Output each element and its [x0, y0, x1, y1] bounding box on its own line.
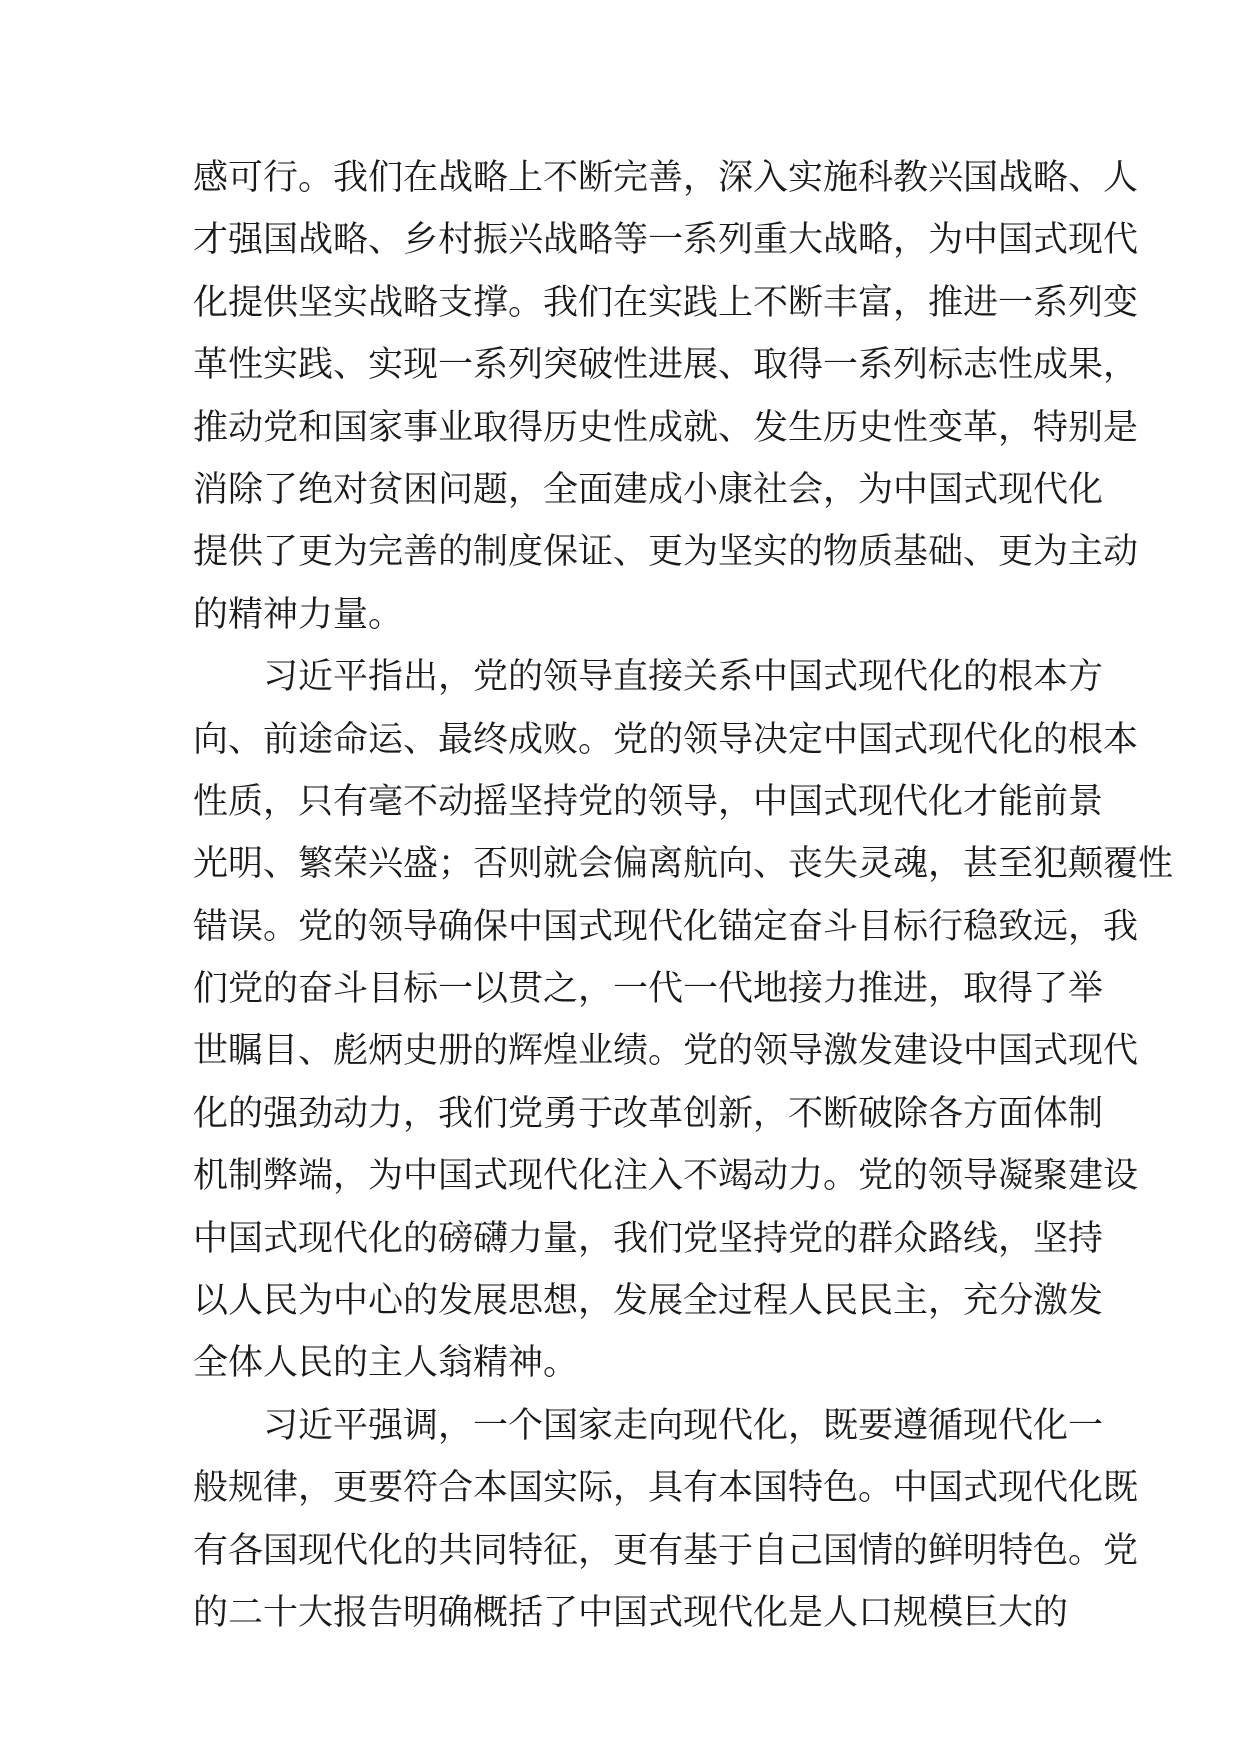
text-line: 感可行。我们在战略上不断完善，深入实施科教兴国战略、人 — [193, 158, 1139, 198]
text-line: 中国式现代化的磅礴力量，我们党坚持党的群众路线，坚持 — [193, 1218, 1104, 1259]
text-line: 革性实践、实现一系列突破性进展、取得一系列标志性成果， — [193, 345, 1139, 386]
paragraph-3 — [193, 1395, 1139, 1645]
text-line: 全体人民的主人翁精神。 — [193, 1343, 579, 1384]
paragraph-1 — [193, 147, 1139, 646]
text-line: 的精神力量。 — [193, 594, 404, 635]
text-line: 光明、繁荣兴盛；否则就会偏离航向、丧失灵魂，甚至犯颠覆性 — [193, 844, 1174, 885]
document-body — [193, 147, 1174, 1644]
text-line: 推动党和国家事业取得历史性成就、发生历史性变革，特别是 — [193, 407, 1139, 448]
text-line: 性质，只有毫不动摇坚持党的领导，中国式现代化才能前景 — [193, 781, 1104, 822]
text-line: 错误。党的领导确保中国式现代化锚定奋斗目标行稳致远，我 — [193, 906, 1139, 947]
text-line: 以人民为中心的发展思想，发展全过程人民民主，充分激发 — [193, 1281, 1104, 1322]
text-line: 习近平强调，一个国家走向现代化，既要遵循现代化一 — [263, 1405, 1104, 1446]
text-line: 有各国现代化的共同特征，更有基于自己国情的鲜明特色。党 — [193, 1530, 1139, 1571]
text-line: 的二十大报告明确概括了中国式现代化是人口规模巨大的 — [193, 1592, 1069, 1633]
text-line: 习近平指出，党的领导直接关系中国式现代化的根本方 — [263, 657, 1104, 698]
text-line: 向、前途命运、最终成败。党的领导决定中国式现代化的根本 — [193, 719, 1139, 760]
text-line: 提供了更为完善的制度保证、更为坚实的物质基础、更为主动 — [193, 532, 1139, 573]
paragraph-2 — [193, 646, 1174, 1395]
text-line: 机制弊端，为中国式现代化注入不竭动力。党的领导凝聚建设 — [193, 1156, 1139, 1197]
text-line: 才强国战略、乡村振兴战略等一系列重大战略，为中国式现代 — [193, 220, 1139, 261]
text-line: 化提供坚实战略支撑。我们在实践上不断丰富，推进一系列变 — [193, 282, 1139, 323]
text-line: 消除了绝对贫困问题，全面建成小康社会，为中国式现代化 — [193, 469, 1104, 510]
text-line: 般规律，更要符合本国实际，具有本国特色。中国式现代化既 — [193, 1468, 1139, 1509]
text-line: 们党的奋斗目标一以贯之，一代一代地接力推进，取得了举 — [193, 969, 1104, 1010]
text-line: 化的强劲动力，我们党勇于改革创新，不断破除各方面体制 — [193, 1093, 1104, 1134]
text-line: 世瞩目、彪炳史册的辉煌业绩。党的领导激发建设中国式现代 — [193, 1031, 1139, 1072]
